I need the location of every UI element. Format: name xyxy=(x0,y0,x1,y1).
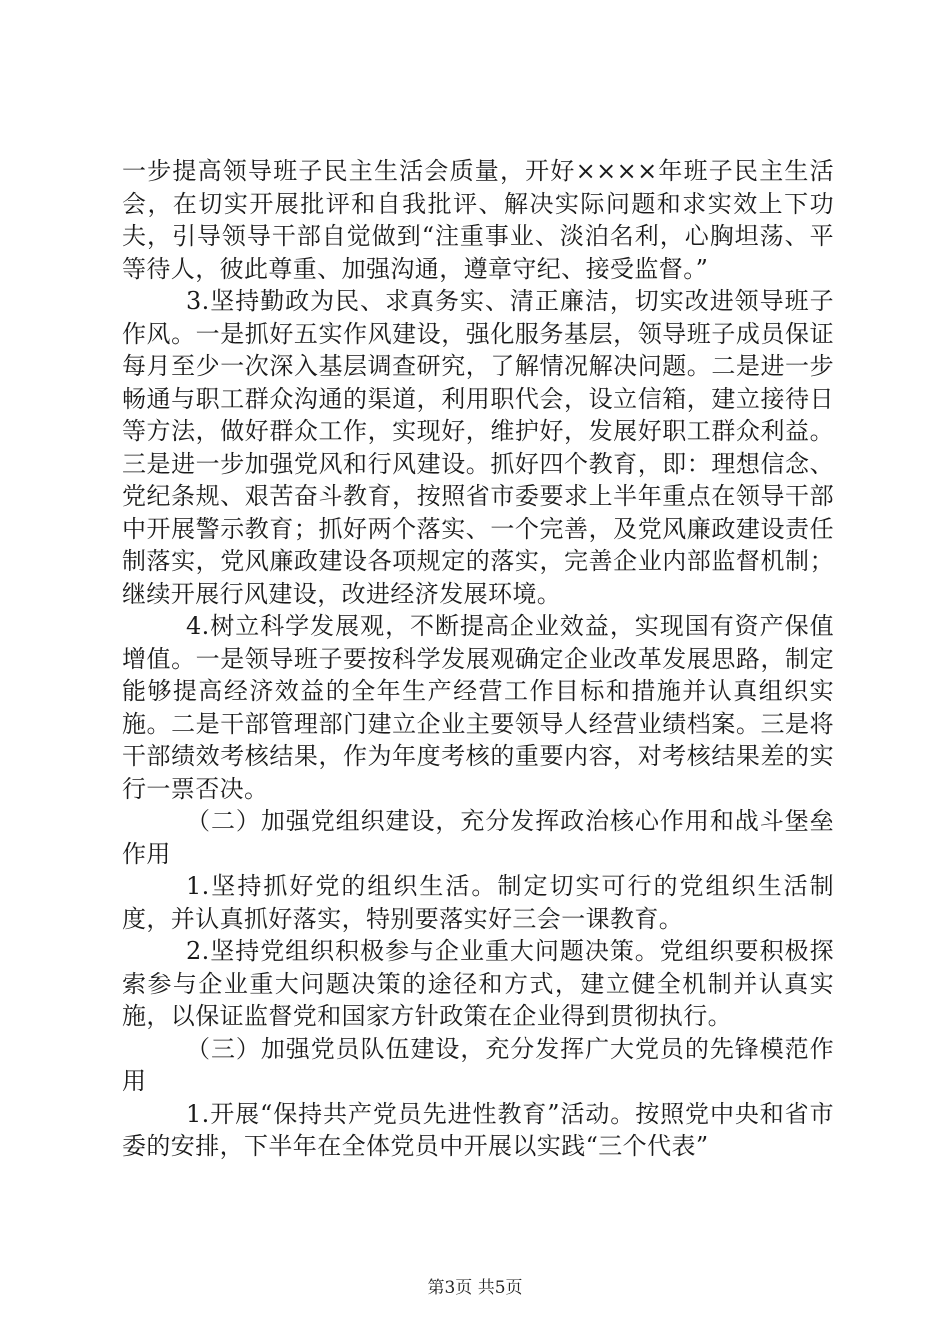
paragraph-section3-item-1: 1.开展“保持共产党员先进性教育”活动。按照党中央和省市委的安排，下半年在全体党员中开展以实践“三个代表” xyxy=(122,1099,834,1160)
document-body xyxy=(122,155,834,1163)
page-number-label: 第3页 共5页 xyxy=(427,1278,523,1298)
paragraph-continuation: 一步提高领导班子民主生活会质量，开好××××年班子民主生活会，在切实开展批评和自我批评、解决实际问题和求实效上下功夫，引导领导干部自觉做到“注重事业、淡泊名利，心胸坦荡、平等待人，彼此尊重、加强沟通，遵章守纪、接受监督。” xyxy=(122,157,834,283)
paragraph-item-3: 3.坚持勤政为民、求真务实、清正廉洁，切实改进领导班子作风。一是抓好五实作风建设，强化服务基层，领导班子成员保证每月至少一次深入基层调查研究，了解情况解决问题。二是进一步畅通与职工群众沟通的渠道，利用职代会，设立信箱，建立接待日等方法，做好群众工作，实现好，维护好，发展好职工群众利益。三是进一步加强党风和行风建设。抓好四个教育，即：理想信念、党纪条规、艰苦奋斗教育，按照省市委要求上半年重点在领导干部中开展警示教育；抓好两个落实、一个完善，及党风廉政建设责任制落实，党风廉政建设各项规定的落实，完善企业内部监督机制；继续开展行风建设，改进经济发展环境。 xyxy=(122,287,834,608)
paragraph-item-4: 4.树立科学发展观，不断提高企业效益，实现国有资产保值增值。一是领导班子要按科学发展观确定企业改革发展思路，制定能够提高经济效益的全年生产经营工作目标和措施并认真组织实施。二是干部管理部门建立企业主要领导人经营业绩档案。三是将干部绩效考核结果，作为年度考核的重要内容，对考核结果差的实行一票否决。 xyxy=(122,612,834,803)
section-heading-2: （二）加强党组织建设，充分发挥政治核心作用和战斗堡垒作用 xyxy=(122,807,834,868)
paragraph-section2-item-2: 2.坚持党组织积极参与企业重大问题决策。党组织要积极探索参与企业重大问题决策的途径和方式，建立健全机制并认真实施，以保证监督党和国家方针政策在企业得到贯彻执行。 xyxy=(122,937,834,1030)
section-heading-3: （三）加强党员队伍建设，充分发挥广大党员的先锋模范作用 xyxy=(122,1034,834,1095)
page-footer xyxy=(0,1273,950,1298)
paragraph-section2-item-1: 1.坚持抓好党的组织生活。制定切实可行的党组织生活制度，并认真抓好落实，特别要落实好三会一课教育。 xyxy=(122,872,834,933)
